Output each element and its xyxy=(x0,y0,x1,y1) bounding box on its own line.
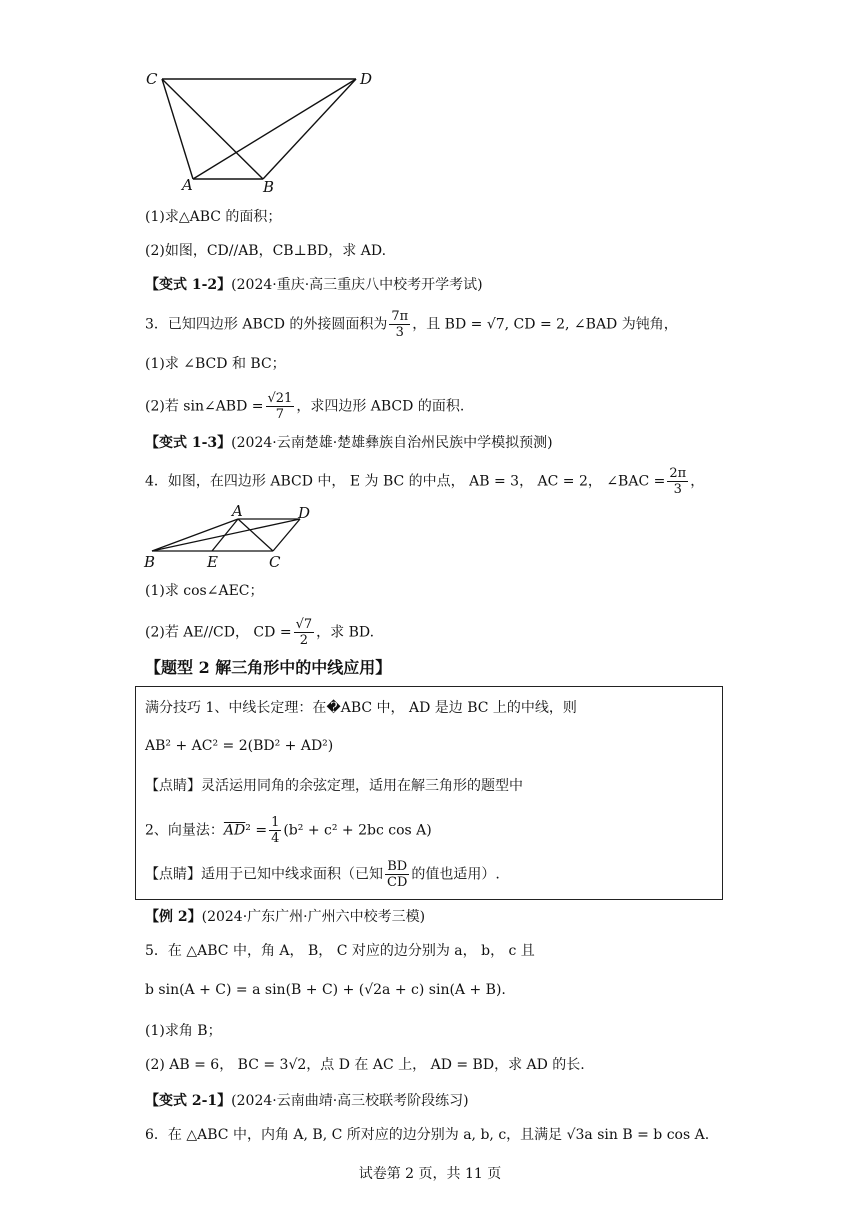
figure-quadrilateral-abcd xyxy=(140,505,330,573)
q5-part1: (1)求角 B； xyxy=(145,1023,222,1039)
q6-stem: 6．在 △ABC 中，内角 A, B, C 所对应的边分别为 a, b, c，且满足 √3a sin B = b cos A. xyxy=(145,1127,710,1143)
edge-bd xyxy=(263,79,356,179)
q4-post: ， xyxy=(690,473,705,490)
variant-1-2 xyxy=(145,275,483,295)
tip-line-2: AB² + AC² = 2(BD² + AD²) xyxy=(145,738,334,754)
frac-den: 3 xyxy=(673,482,682,497)
vector-ad: $\overline{AD}$ xyxy=(223,822,246,839)
frac-den: CD xyxy=(387,875,408,890)
variant-tag: 【变式 1-2】 xyxy=(145,277,232,293)
l5-fraction xyxy=(385,859,409,890)
q5-part2: (2) AB = 6， BC = 3√2，点 D 在 AC 上， AD = BD，求 AD 的长. xyxy=(145,1057,585,1073)
q4p2-fraction xyxy=(294,617,315,648)
label-c: C xyxy=(146,70,158,88)
example-source: (2024·广东广州·广州六中校考三模) xyxy=(201,909,426,925)
frac-den: 7 xyxy=(275,407,285,422)
example-2 xyxy=(145,907,425,927)
q3p2-fraction xyxy=(266,391,295,422)
tip-line-4 xyxy=(145,815,432,846)
label-d: D xyxy=(360,70,373,88)
q3-post: ，且 BD = √7, CD = 2, ∠BAD 为钝角， xyxy=(412,316,678,333)
edge-ac xyxy=(238,519,273,551)
variant-source: (2024·云南曲靖·高三校联考阶段练习) xyxy=(231,1093,469,1109)
q3-part1: (1)求 ∠BCD 和 BC； xyxy=(145,356,286,372)
q2-part1: (1)求△ABC 的面积； xyxy=(145,209,282,225)
l4-post: (b² + c² + 2bc cos A) xyxy=(283,822,432,839)
q3p2-pre: (2)若 sin∠ABD = xyxy=(145,398,264,415)
variant-tag: 【变式 1-3】 xyxy=(145,435,232,451)
tip-line-3: 【点睛】灵活运用同角的余弦定理，适用在解三角形的题型中 xyxy=(145,778,523,794)
l5-pre: 【点睛】适用于已知中线求面积（已知 xyxy=(145,866,383,883)
variant-1-3 xyxy=(145,433,553,453)
label-c: C xyxy=(269,553,281,571)
frac-num: √21 xyxy=(267,391,293,406)
frac-num: 2π xyxy=(669,466,687,481)
frac-den: 4 xyxy=(271,831,280,846)
tip-line-1: 满分技巧 1、中线长定理：在�ABC 中， AD 是边 BC 上的中线，则 xyxy=(145,700,577,716)
q3-part2 xyxy=(145,391,464,422)
variant-tag: 【变式 2-1】 xyxy=(145,1093,232,1109)
q4p2-pre: (2)若 AE//CD， CD = xyxy=(145,624,292,641)
frac-den: 3 xyxy=(395,325,404,340)
variant-2-1 xyxy=(145,1091,469,1111)
l5-post: 的值也适用）. xyxy=(411,866,500,883)
q4p2-post: ，求 BD. xyxy=(316,624,375,641)
edge-ad xyxy=(193,79,356,179)
frac-num: 1 xyxy=(271,815,280,830)
q5-stem: 5．在 △ABC 中，角 A， B， C 对应的边分别为 a， b， c 且 xyxy=(145,943,535,959)
label-b: B xyxy=(144,553,156,571)
figure-quadrilateral-cdab xyxy=(140,64,390,199)
frac-num: BD xyxy=(387,859,408,874)
q3-pre: 3．已知四边形 ABCD 的外接圆面积为 xyxy=(145,316,388,333)
l4-mid: ² = xyxy=(245,822,268,839)
q2-part2: (2)如图，CD//AB，CB⊥BD，求 AD. xyxy=(145,243,387,259)
q3-stem xyxy=(145,309,678,340)
q4-fraction xyxy=(667,466,688,497)
page-footer: 试卷第 2 页，共 11 页 xyxy=(358,1166,502,1182)
label-a: A xyxy=(182,176,193,194)
frac-num: 7π xyxy=(391,309,409,324)
q4-stem xyxy=(145,466,704,497)
l4-pre: 2、向量法： xyxy=(145,822,224,839)
tip-line-5 xyxy=(145,859,500,890)
q4-part1: (1)求 cos∠AEC； xyxy=(145,583,264,599)
label-e: E xyxy=(207,553,218,571)
variant-source: (2024·云南楚雄·楚雄彝族自治州民族中学模拟预测) xyxy=(231,435,553,451)
q4-pre: 4．如图，在四边形 ABCD 中， E 为 BC 的中点， AB = 3， AC = 2， ∠BAC = xyxy=(145,473,666,490)
frac-den: 2 xyxy=(299,633,308,648)
variant-source: (2024·重庆·高三重庆八中校考开学考试) xyxy=(231,277,483,293)
frac-num: √7 xyxy=(295,617,313,632)
topic-heading: 【题型 2 解三角形中的中线应用】 xyxy=(145,658,392,677)
q3-fraction xyxy=(389,309,410,340)
q4-part2 xyxy=(145,617,374,648)
q5-equation: b sin(A + C) = a sin(B + C) + (√2a + c) sin(A + B). xyxy=(145,982,506,998)
label-b: B xyxy=(263,178,275,196)
label-d: D xyxy=(298,505,311,522)
q3p2-post: ，求四边形 ABCD 的面积. xyxy=(296,398,465,415)
example-tag: 【例 2】 xyxy=(145,909,202,925)
label-a: A xyxy=(232,505,243,520)
l4-fraction xyxy=(269,815,281,846)
